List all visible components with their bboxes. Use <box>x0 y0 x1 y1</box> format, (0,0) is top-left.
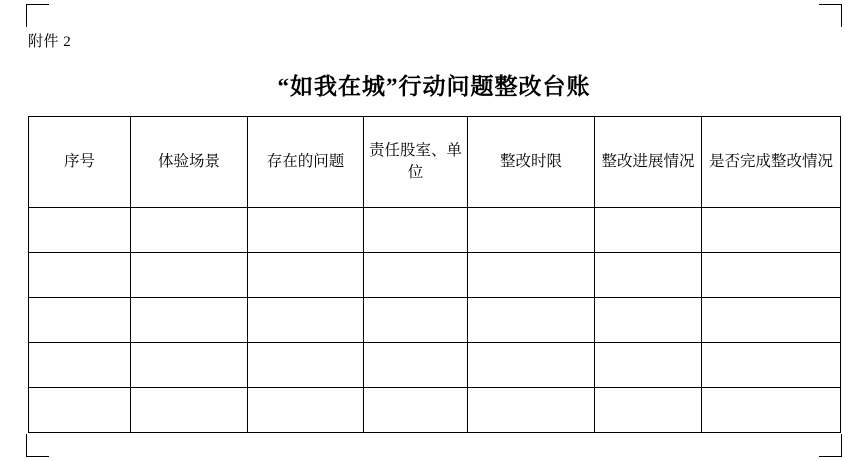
column-header-completed <box>702 117 841 208</box>
cell-index[interactable] <box>29 298 131 343</box>
cell-progress[interactable] <box>595 298 702 343</box>
cell-scene[interactable] <box>131 253 248 298</box>
cell-scene[interactable] <box>131 208 248 253</box>
cell-index[interactable] <box>29 253 131 298</box>
column-header-deadline <box>468 117 595 208</box>
cell-completed[interactable] <box>702 298 841 343</box>
cell-completed[interactable] <box>702 343 841 388</box>
cell-deadline[interactable] <box>468 298 595 343</box>
table-row <box>29 208 841 253</box>
cell-scene[interactable] <box>131 298 248 343</box>
cell-completed[interactable] <box>702 208 841 253</box>
cell-responsible-unit[interactable] <box>364 253 468 298</box>
column-header-problem <box>248 117 364 208</box>
table-row <box>29 388 841 433</box>
cell-completed[interactable] <box>702 253 841 298</box>
crop-mark-top-right <box>819 4 842 27</box>
cell-index[interactable] <box>29 208 131 253</box>
cell-completed[interactable] <box>702 388 841 433</box>
column-header-scene-label: 体验场景 <box>157 153 220 170</box>
cell-problem[interactable] <box>248 388 364 433</box>
attachment-label: 附件 2 <box>28 34 72 50</box>
page-title: “如我在城”行动问题整改台账 <box>277 74 591 99</box>
cell-deadline[interactable] <box>468 388 595 433</box>
cell-problem[interactable] <box>248 298 364 343</box>
column-header-deadline-label: 整改时限 <box>499 153 562 170</box>
table-row <box>29 343 841 388</box>
column-header-progress-label: 整改进展情况 <box>601 153 695 170</box>
cell-problem[interactable] <box>248 208 364 253</box>
column-header-problem-label: 存在的问题 <box>266 153 345 170</box>
cell-problem[interactable] <box>248 343 364 388</box>
cell-index[interactable] <box>29 343 131 388</box>
cell-scene[interactable] <box>131 343 248 388</box>
crop-mark-bottom-right <box>819 434 842 457</box>
ledger-table <box>28 116 841 433</box>
cell-progress[interactable] <box>595 208 702 253</box>
column-header-completed-label: 是否完成整改情况 <box>708 153 833 170</box>
crop-mark-bottom-left <box>26 434 49 457</box>
column-header-index-label: 序号 <box>63 153 95 170</box>
column-header-responsible-unit-label: 责任股室、单位 <box>368 142 462 181</box>
cell-responsible-unit[interactable] <box>364 343 468 388</box>
cell-progress[interactable] <box>595 343 702 388</box>
cell-progress[interactable] <box>595 388 702 433</box>
cell-responsible-unit[interactable] <box>364 208 468 253</box>
table-body <box>29 208 841 433</box>
cell-index[interactable] <box>29 388 131 433</box>
cell-scene[interactable] <box>131 388 248 433</box>
table-row <box>29 298 841 343</box>
crop-mark-top-left <box>26 4 49 27</box>
cell-deadline[interactable] <box>468 253 595 298</box>
cell-responsible-unit[interactable] <box>364 298 468 343</box>
cell-progress[interactable] <box>595 253 702 298</box>
column-header-index <box>29 117 131 208</box>
column-header-responsible-unit <box>364 117 468 208</box>
cell-responsible-unit[interactable] <box>364 388 468 433</box>
table-row <box>29 253 841 298</box>
cell-problem[interactable] <box>248 253 364 298</box>
column-header-progress <box>595 117 702 208</box>
column-header-scene <box>131 117 248 208</box>
table-header-row <box>29 117 841 208</box>
cell-deadline[interactable] <box>468 343 595 388</box>
cell-deadline[interactable] <box>468 208 595 253</box>
